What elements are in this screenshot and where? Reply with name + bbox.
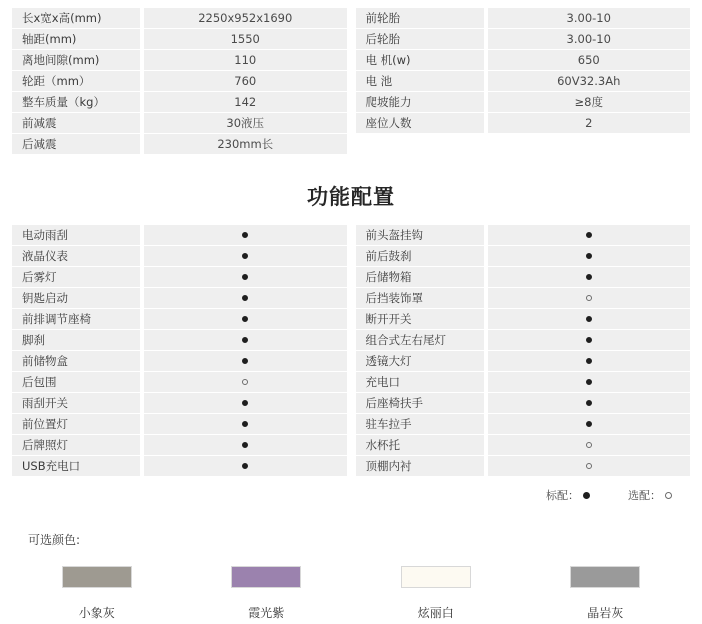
feature-mark [488,267,691,287]
feature-mark [144,393,347,413]
spec-label: 电 机(w) [356,50,484,70]
feature-row [12,288,347,308]
feature-row [12,372,347,392]
spec-value: 1550 [144,29,347,49]
spec-row [356,71,691,91]
standard-dot-icon [242,253,248,259]
feature-mark [488,288,691,308]
spec-value: 110 [144,50,347,70]
feature-row [356,330,691,350]
spec-row [12,113,347,133]
feature-row [356,246,691,266]
feature-row [356,372,691,392]
spec-row [356,92,691,112]
standard-dot-icon [242,358,248,364]
standard-dot-icon [242,274,248,280]
spec-label: 离地间隙(mm) [12,50,140,70]
spec-label: 长x宽x高(mm) [12,8,140,28]
feature-row [12,456,347,476]
spec-row [12,50,347,70]
feature-column-left [12,225,347,477]
standard-dot-icon [586,421,592,427]
feature-mark [144,414,347,434]
feature-row [356,351,691,371]
color-name: 炫丽白 [417,606,454,620]
legend-standard [546,487,590,503]
feature-label: 水杯托 [356,435,484,455]
feature-row [12,351,347,371]
spec-row [12,8,347,28]
spec-row [356,8,691,28]
feature-mark [144,330,347,350]
feature-mark [488,330,691,350]
color-swatch-row [0,566,702,621]
standard-dot-icon [586,232,592,238]
spec-label: 前减震 [12,113,140,133]
feature-row [356,393,691,413]
color-name: 小象灰 [78,606,115,620]
feature-label: 充电口 [356,372,484,392]
spec-value: 30液压 [144,113,347,133]
optional-dot-icon [586,442,592,448]
standard-dot-icon [242,442,248,448]
optional-dot-icon [665,492,672,499]
standard-dot-icon [586,253,592,259]
spec-label: 整车质量（kg） [12,92,140,112]
spec-row [12,71,347,91]
feature-mark [144,372,347,392]
feature-mark [488,456,691,476]
spec-label: 轮距（mm） [12,71,140,91]
standard-dot-icon [242,232,248,238]
legend-standard-label: 标配： [546,489,579,502]
spec-row [356,50,691,70]
spec-value: 2 [488,113,691,133]
spec-label: 座位人数 [356,113,484,133]
feature-label: 组合式左右尾灯 [356,330,484,350]
standard-dot-icon [242,463,248,469]
spec-value: 2250x952x1690 [144,8,347,28]
optional-dot-icon [586,295,592,301]
feature-label: 脚刹 [12,330,140,350]
standard-dot-icon [242,295,248,301]
feature-label: 后包围 [12,372,140,392]
spec-label-empty [356,134,484,154]
feature-row [12,225,347,245]
spec-value: 760 [144,71,347,91]
feature-label: 雨刮开关 [12,393,140,413]
colors-title: 可选颜色: [28,533,81,547]
feature-row [356,414,691,434]
feature-row [356,435,691,455]
spec-row [12,134,347,154]
feature-label: 前头盔挂钩 [356,225,484,245]
legend-optional-label: 选配： [628,489,661,502]
spec-value: 3.00-10 [488,29,691,49]
spec-row-spacer [356,134,691,154]
feature-label: USB充电口 [12,456,140,476]
spec-value: 230mm长 [144,134,347,154]
feature-row [356,225,691,245]
feature-row [12,435,347,455]
standard-dot-icon [242,337,248,343]
feature-mark [488,435,691,455]
feature-label: 断开开关 [356,309,484,329]
standard-dot-icon [583,492,590,499]
feature-label: 透镜大灯 [356,351,484,371]
feature-label: 后座椅扶手 [356,393,484,413]
standard-dot-icon [586,316,592,322]
spec-column-left [12,8,347,155]
feature-mark [144,351,347,371]
feature-mark [144,288,347,308]
color-option[interactable] [182,566,352,621]
feature-label: 钥匙启动 [12,288,140,308]
spec-value: 650 [488,50,691,70]
feature-mark [144,267,347,287]
spec-value: 60V32.3Ah [488,71,691,91]
color-swatch[interactable] [570,566,640,588]
feature-row [12,246,347,266]
standard-dot-icon [586,400,592,406]
feature-row [12,309,347,329]
optional-dot-icon [242,379,248,385]
feature-label: 前排调节座椅 [12,309,140,329]
color-name: 晶岩灰 [587,606,624,620]
spec-label: 后轮胎 [356,29,484,49]
feature-label: 后雾灯 [12,267,140,287]
standard-dot-icon [586,379,592,385]
spec-value: ≥8度 [488,92,691,112]
feature-row [356,309,691,329]
spec-row [356,113,691,133]
feature-mark [144,246,347,266]
feature-table [0,225,702,477]
color-swatch[interactable] [62,566,132,588]
spec-row [356,29,691,49]
standard-dot-icon [242,400,248,406]
feature-mark [144,225,347,245]
feature-mark [488,372,691,392]
feature-label: 液晶仪表 [12,246,140,266]
feature-row [356,288,691,308]
standard-dot-icon [242,316,248,322]
feature-mark [488,414,691,434]
color-swatch[interactable] [231,566,301,588]
standard-dot-icon [586,337,592,343]
spec-label: 爬坡能力 [356,92,484,112]
spec-label: 后减震 [12,134,140,154]
color-option[interactable] [12,566,182,621]
feature-label: 后牌照灯 [12,435,140,455]
feature-label: 顶棚内衬 [356,456,484,476]
feature-row [12,330,347,350]
spec-row [12,92,347,112]
legend [0,487,702,503]
feature-row [356,267,691,287]
feature-mark [144,435,347,455]
feature-label: 后储物箱 [356,267,484,287]
feature-mark [144,456,347,476]
color-option[interactable] [351,566,521,621]
color-swatch[interactable] [401,566,471,588]
optional-dot-icon [586,463,592,469]
feature-label: 前位置灯 [12,414,140,434]
spec-label: 前轮胎 [356,8,484,28]
feature-label: 驻车拉手 [356,414,484,434]
legend-optional [628,487,672,503]
standard-dot-icon [242,421,248,427]
feature-label: 电动雨刮 [12,225,140,245]
feature-mark [144,309,347,329]
feature-row [356,456,691,476]
spec-table [0,0,702,155]
feature-mark [488,351,691,371]
standard-dot-icon [586,274,592,280]
feature-column-right [356,225,691,477]
feature-row [12,393,347,413]
feature-label: 后挡装饰罩 [356,288,484,308]
feature-label: 前后鼓刹 [356,246,484,266]
color-option[interactable] [521,566,691,621]
section-title: 功能配置 [307,185,395,209]
feature-row [12,414,347,434]
feature-mark [488,393,691,413]
standard-dot-icon [586,358,592,364]
spec-value: 142 [144,92,347,112]
spec-column-right [356,8,691,155]
color-name: 霞光紫 [248,606,285,620]
spec-value: 3.00-10 [488,8,691,28]
spec-value-empty [488,134,691,154]
spec-row [12,29,347,49]
spec-label: 电 池 [356,71,484,91]
feature-mark [488,246,691,266]
feature-row [12,267,347,287]
spec-label: 轴距(mm) [12,29,140,49]
feature-mark [488,225,691,245]
feature-mark [488,309,691,329]
feature-label: 前储物盒 [12,351,140,371]
